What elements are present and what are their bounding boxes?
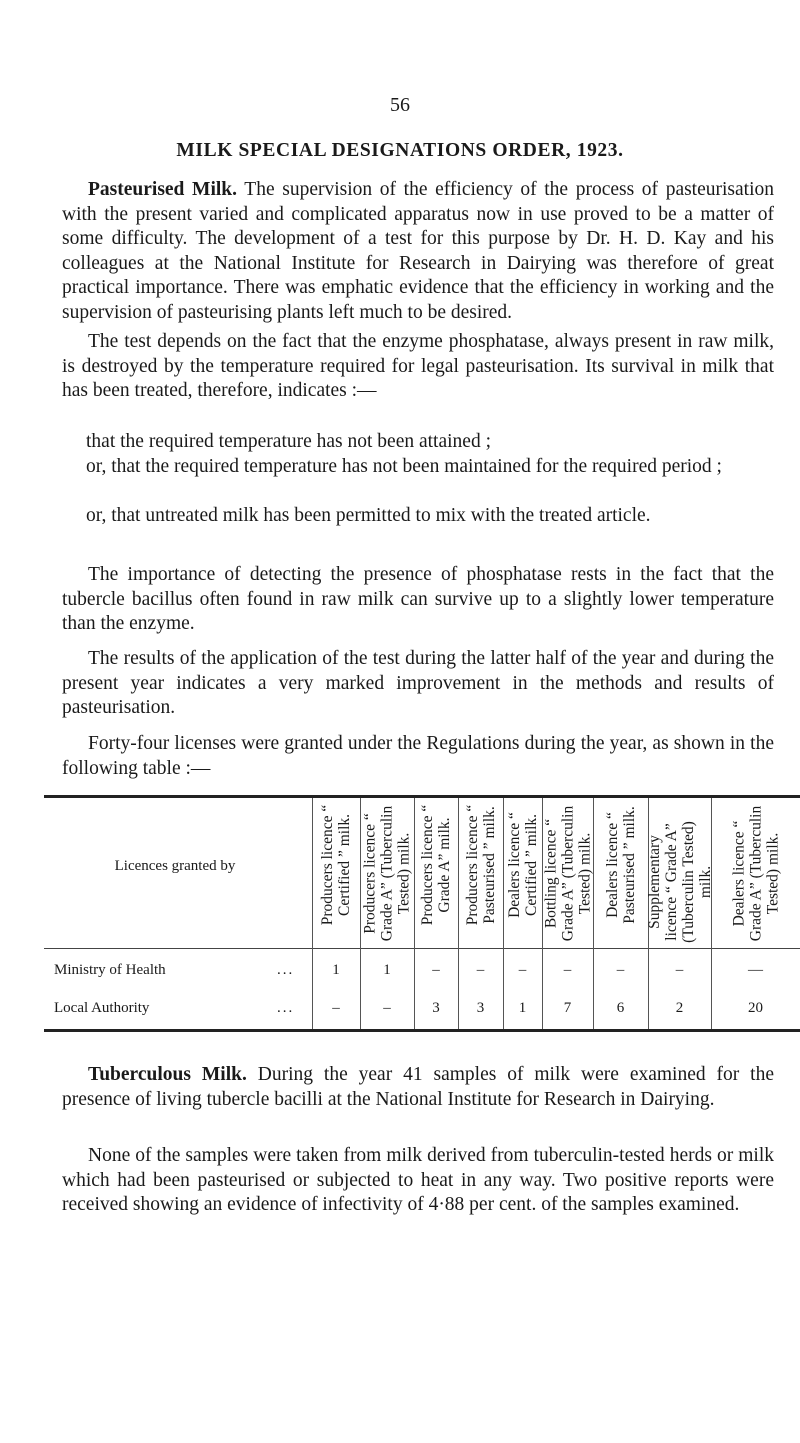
table-cell: – [432,962,440,978]
column-header [312,804,360,937]
column-header [360,805,414,942]
column-header [542,805,593,942]
row-label-local-authority: Local Authority [54,1000,150,1016]
condition-item: or, that untreated milk has been permitted to mix with the treated article. [86,505,651,526]
table-cell: 3 [476,1000,485,1016]
column-header [503,807,542,937]
test-paragraph: The test depends on the fact that the enzyme phosphatase, always present in raw milk, is destroyed by the temperature required for legal pasteurisation. Its survival in milk that has been treated, therefore, indicates :— [62,331,774,401]
leader-dots: ... [277,962,295,978]
table-cell: 20 [748,1000,763,1016]
table-cell: 1 [518,1000,527,1016]
column-header-text: Bottling licence “ Grade A” (Tuberculin Tested) milk. [542,805,593,942]
licences-table [44,795,800,1033]
column-header-text: Dealers licence “ Certified ” milk. [505,812,540,918]
table-cell: – [616,962,625,978]
column-header-text: Producers licence “ Certified ” milk. [319,804,353,926]
table-cell: 3 [432,1000,440,1016]
column-header-text: Producers licence “ Grade A” milk. [419,804,453,926]
column-header-text: Producers licence “ Pasteurised ” milk. [463,804,498,926]
column-header [414,804,458,937]
results-paragraph: The results of the application of the test during the latter half of the year and during the present year indicates a very marked improvement in the methods and results of pasteurisation. [62,648,774,718]
importance-paragraph: The importance of detecting the presence of phosphatase rests in the fact that the tubercle bacillus often found in raw milk can survive up to a slightly lower temperature than the enzyme. [62,564,774,634]
column-header-text: Supplementary licence “ Grade A” (Tuberculin Tested) milk. [645,821,714,943]
table-cell: 6 [616,1000,625,1016]
table-cell: – [675,962,684,978]
table-cell: 2 [675,1000,684,1016]
row-label-ministry: Ministry of Health [54,962,166,978]
column-header-text: Dealers licence “ Grade A” (Tuberculin Tested) milk. [730,805,781,942]
leader-dots: ... [277,1000,295,1016]
column-header [645,807,714,943]
column-header-text: Producers licence “ Grade A” (Tuberculin Tested) milk. [361,805,413,942]
table-cell: – [563,962,572,978]
table-cell: 7 [563,1000,572,1016]
tuberculous-text: During the year 41 samples of milk were examined for the presence of living tubercle bacilli at the National Institute for Research in Dairying. [62,1064,774,1110]
licenses-paragraph: Forty-four licenses were granted under the Regulations during the year, as shown in the following table :— [62,733,774,779]
tuberculous-paragraph [62,1063,774,1112]
table-cell: – [332,1000,340,1016]
table-cell: – [383,1000,391,1016]
table-cell: — [748,962,763,978]
table-cell: – [476,962,485,978]
table-cell: 1 [383,962,391,978]
table-corner-label: Licences granted by [114,858,236,874]
column-header [593,807,648,937]
final-paragraph: None of the samples were taken from milk derived from tuberculin-tested herds or milk which had been pasteurised or subjected to heat in any way. Two positive reports were received showing an evidence of infectivity of 4·88 per cent. of the samples examined. [62,1145,774,1215]
pasteurised-lead: Pasteurised Milk. [88,179,238,200]
table-cell: – [518,962,527,978]
tuberculous-lead: Tuberculous Milk. [88,1064,247,1085]
column-header [711,805,800,942]
condition-item: or, that the required temperature has not been maintained for the required period ; [86,456,722,477]
pasteurised-paragraph [62,178,774,325]
page-heading: MILK SPECIAL DESIGNATIONS ORDER, 1923. [176,140,624,161]
condition-item: that the required temperature has not been attained ; [86,431,491,452]
pasteurised-text: The supervision of the efficiency of the process of pasteurisation with the present varied and complicated apparatus now in use proved to be a matter of some difficulty. The development of a test for this purpose by Dr. H. D. Kay and his colleagues at the National Institute for Research in Dairying was therefore of great practical importance. There was emphatic evidence that the efficiency in working and the supervision of pasteurising plants left much to be desired. [62,179,774,323]
table-bottom-rule [44,1029,800,1032]
column-header [458,804,503,937]
table-cell: 1 [332,962,340,978]
column-header-text: Dealers licence “ Pasteurised ” milk. [603,806,638,924]
page-number: 56 [390,94,410,116]
